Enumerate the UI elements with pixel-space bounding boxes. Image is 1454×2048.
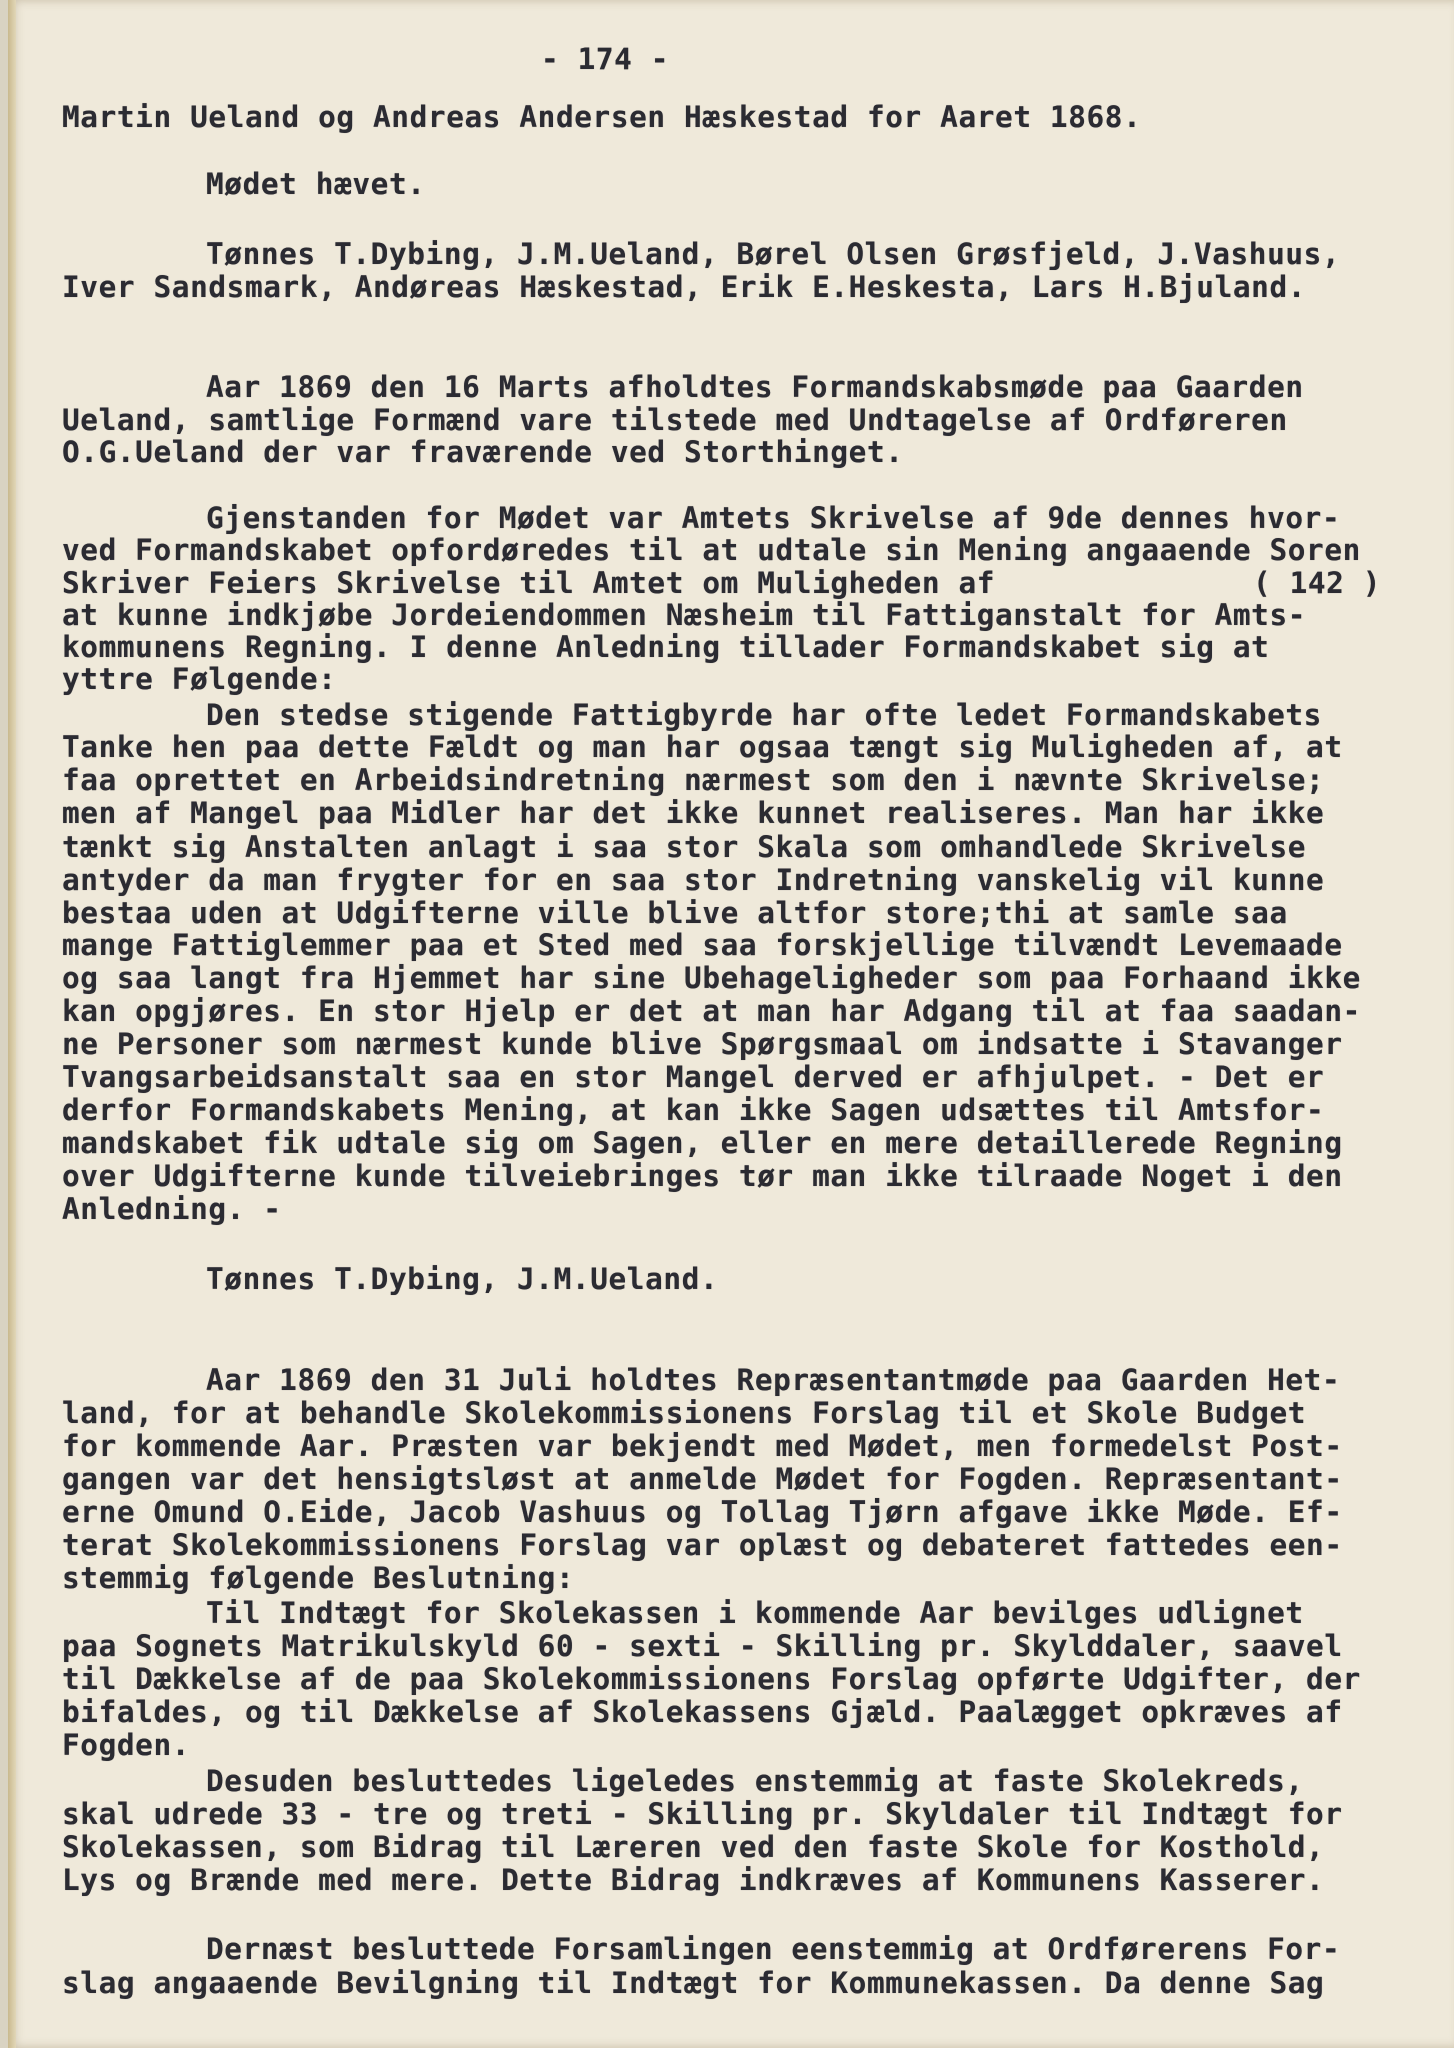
text-line: og saa langt fra Hjemmet har sine Ubehageligheder som paa Forhaand ikke [62, 961, 1361, 995]
text-line: Ueland, samtlige Formænd vare tilstede med Undtagelse af Ordføreren [62, 403, 1288, 437]
text-line: paa Sognets Matrikulskyld 60 - sexti - Skilling pr. Skylddaler, saavel [62, 1629, 1343, 1663]
typewritten-page [8, 0, 1454, 2048]
text-line: Desuden besluttedes ligeledes enstemmig at faste Skolekreds, [206, 1764, 1304, 1798]
text-line: Dernæst besluttede Forsamlingen eenstemmig at Ordførerens For- [206, 1932, 1341, 1966]
text-line: land, for at behandle Skolekommissionens Forslag til et Skole Budget [62, 1396, 1307, 1430]
page-number: - 174 - [541, 42, 670, 76]
text-line: Skolekassen, som Bidrag til Læreren ved den faste Skole for Kosthold, [62, 1830, 1325, 1864]
text-line: erne Omund O.Eide, Jacob Vashuus og Tollag Tjørn afgave ikke Møde. Ef- [62, 1495, 1343, 1529]
text-line: Til Indtægt for Skolekassen i kommende Aar bevilges udlignet [206, 1596, 1304, 1630]
text-line: Fogden. [62, 1728, 191, 1762]
text-line: kan opgjøres. En stor Hjelp er det at man har Adgang til at faa saadan- [62, 994, 1361, 1028]
text-line: at kunne indkjøbe Jordeiendommen Næsheim til Fattiganstalt for Amts- [62, 598, 1307, 632]
text-line: kommunens Regning. I denne Anledning tillader Formandskabet sig at [62, 630, 1270, 664]
text-line: for kommende Aar. Præsten var bekjendt med Mødet, men formedelst Post- [62, 1429, 1343, 1463]
text-line: bestaa uden at Udgifterne ville blive altfor store;thi at samle saa [62, 896, 1288, 930]
text-line: O.G.Ueland der var fraværende ved Storthinget. [62, 435, 904, 469]
text-line: ne Personer som nærmest kunde blive Spørgsmaal om indsatte i Stavanger [62, 1027, 1343, 1061]
text-line: mange Fattiglemmer paa et Sted med saa forskjellige tilvændt Levemaade [62, 928, 1343, 962]
text-line: Gjenstanden for Mødet var Amtets Skrivelse af 9de dennes hvor- [206, 501, 1341, 535]
text-line: faa oprettet en Arbeidsindretning nærmest som den i nævnte Skrivelse; [62, 763, 1325, 797]
text-line: antyder da man frygter for en saa stor Indretning vanskelig vil kunne [62, 863, 1325, 897]
text-line: men af Mangel paa Midler har det ikke kunnet realiseres. Man har ikke [62, 796, 1325, 830]
text-line: mandskabet fik udtale sig om Sagen, eller en mere detaillerede Regning [62, 1126, 1343, 1160]
signature-line: Tønnes T.Dybing, J.M.Ueland. [206, 1262, 719, 1296]
text-line: stemmig følgende Beslutning: [62, 1561, 575, 1595]
text-line: Aar 1869 den 16 Marts afholdtes Formandskabsmøde paa Gaarden [206, 370, 1304, 404]
text-line: Martin Ueland og Andreas Andersen Hæskestad for Aaret 1868. [62, 100, 1142, 134]
text-line: Iver Sandsmark, Andøreas Hæskestad, Erik E.Heskesta, Lars H.Bjuland. [62, 270, 1307, 304]
text-line: skal udrede 33 - tre og treti - Skilling pr. Skyldaler til Indtægt for [62, 1797, 1343, 1831]
text-line: gangen var det hensigtsløst at anmelde Mødet for Fogden. Repræsentant- [62, 1462, 1343, 1496]
text-line: Skriver Feiers Skrivelse til Amtet om Muligheden af [62, 566, 996, 600]
text-line: Mødet hævet. [206, 167, 426, 201]
text-line: til Dækkelse af de paa Skolekommissionens Forslag opførte Udgifter, der [62, 1662, 1361, 1696]
text-line: Aar 1869 den 31 Juli holdtes Repræsentantmøde paa Gaarden Het- [206, 1363, 1341, 1397]
page-edge [8, 0, 16, 2048]
text-line: Tvangsarbeidsanstalt saa en stor Mangel derved er afhjulpet. - Det er [62, 1060, 1325, 1094]
text-line: Anledning. - [62, 1192, 282, 1226]
text-line: Tønnes T.Dybing, J.M.Ueland, Børel Olsen Grøsfjeld, J.Vashuus, [206, 237, 1341, 271]
text-line: yttre Følgende: [62, 662, 337, 696]
text-line: Tanke hen paa dette Fældt og man har ogsaa tængt sig Muligheden af, at [62, 730, 1343, 764]
text-line: ved Formandskabet opfordøredes til at udtale sin Mening angaaende Soren [62, 533, 1361, 567]
text-line: over Udgifterne kunde tilveiebringes tør man ikke tilraade Noget i den [62, 1159, 1343, 1193]
page-reference: ( 142 ) [1253, 566, 1382, 600]
text-line: derfor Formandskabets Mening, at kan ikke Sagen udsættes til Amtsfor- [62, 1093, 1325, 1127]
text-line: bifaldes, og til Dækkelse af Skolekassens Gjæld. Paalægget opkræves af [62, 1695, 1343, 1729]
text-line: Lys og Brænde med mere. Dette Bidrag indkræves af Kommunens Kasserer. [62, 1863, 1325, 1897]
text-line: tænkt sig Anstalten anlagt i saa stor Skala som omhandlede Skrivelse [62, 830, 1307, 864]
text-line: terat Skolekommissionens Forslag var oplæst og debateret fattedes een- [62, 1528, 1343, 1562]
text-line: slag angaaende Bevilgning til Indtægt for Kommunekassen. Da denne Sag [62, 1966, 1325, 2000]
text-line: Den stedse stigende Fattigbyrde har ofte ledet Formandskabets [206, 698, 1322, 732]
